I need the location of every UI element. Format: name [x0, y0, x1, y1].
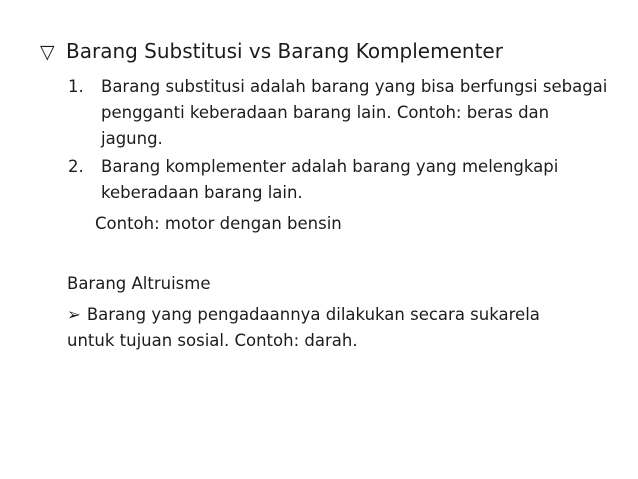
- list-item: [68, 154, 608, 206]
- numbered-list: [68, 74, 608, 208]
- arrowhead-right-icon: ➢: [67, 305, 81, 324]
- down-triangle-outline-icon: ▽: [40, 41, 55, 63]
- list-item: [68, 74, 608, 152]
- heading-text: Barang Substitusi vs Barang Komplementer: [66, 39, 503, 63]
- altruisme-text: Barang yang pengadaannya dilakukan secara sukarela untuk tujuan sosial. Contoh: darah.: [67, 305, 540, 350]
- slide-heading: [40, 38, 503, 65]
- list-item-text: Barang komplementer adalah barang yang melengkapi keberadaan barang lain.: [101, 157, 559, 202]
- contoh-line: Contoh: motor dengan bensin: [95, 214, 342, 233]
- list-item-text: Barang substitusi adalah barang yang bisa berfungsi sebagai pengganti keberadaan barang lain. Contoh: beras dan jagung.: [101, 77, 608, 148]
- altruisme-title: Barang Altruisme: [67, 274, 211, 293]
- list-item-number: 1.: [68, 77, 84, 96]
- altruisme-body: [67, 302, 587, 354]
- list-item-number: 2.: [68, 157, 84, 176]
